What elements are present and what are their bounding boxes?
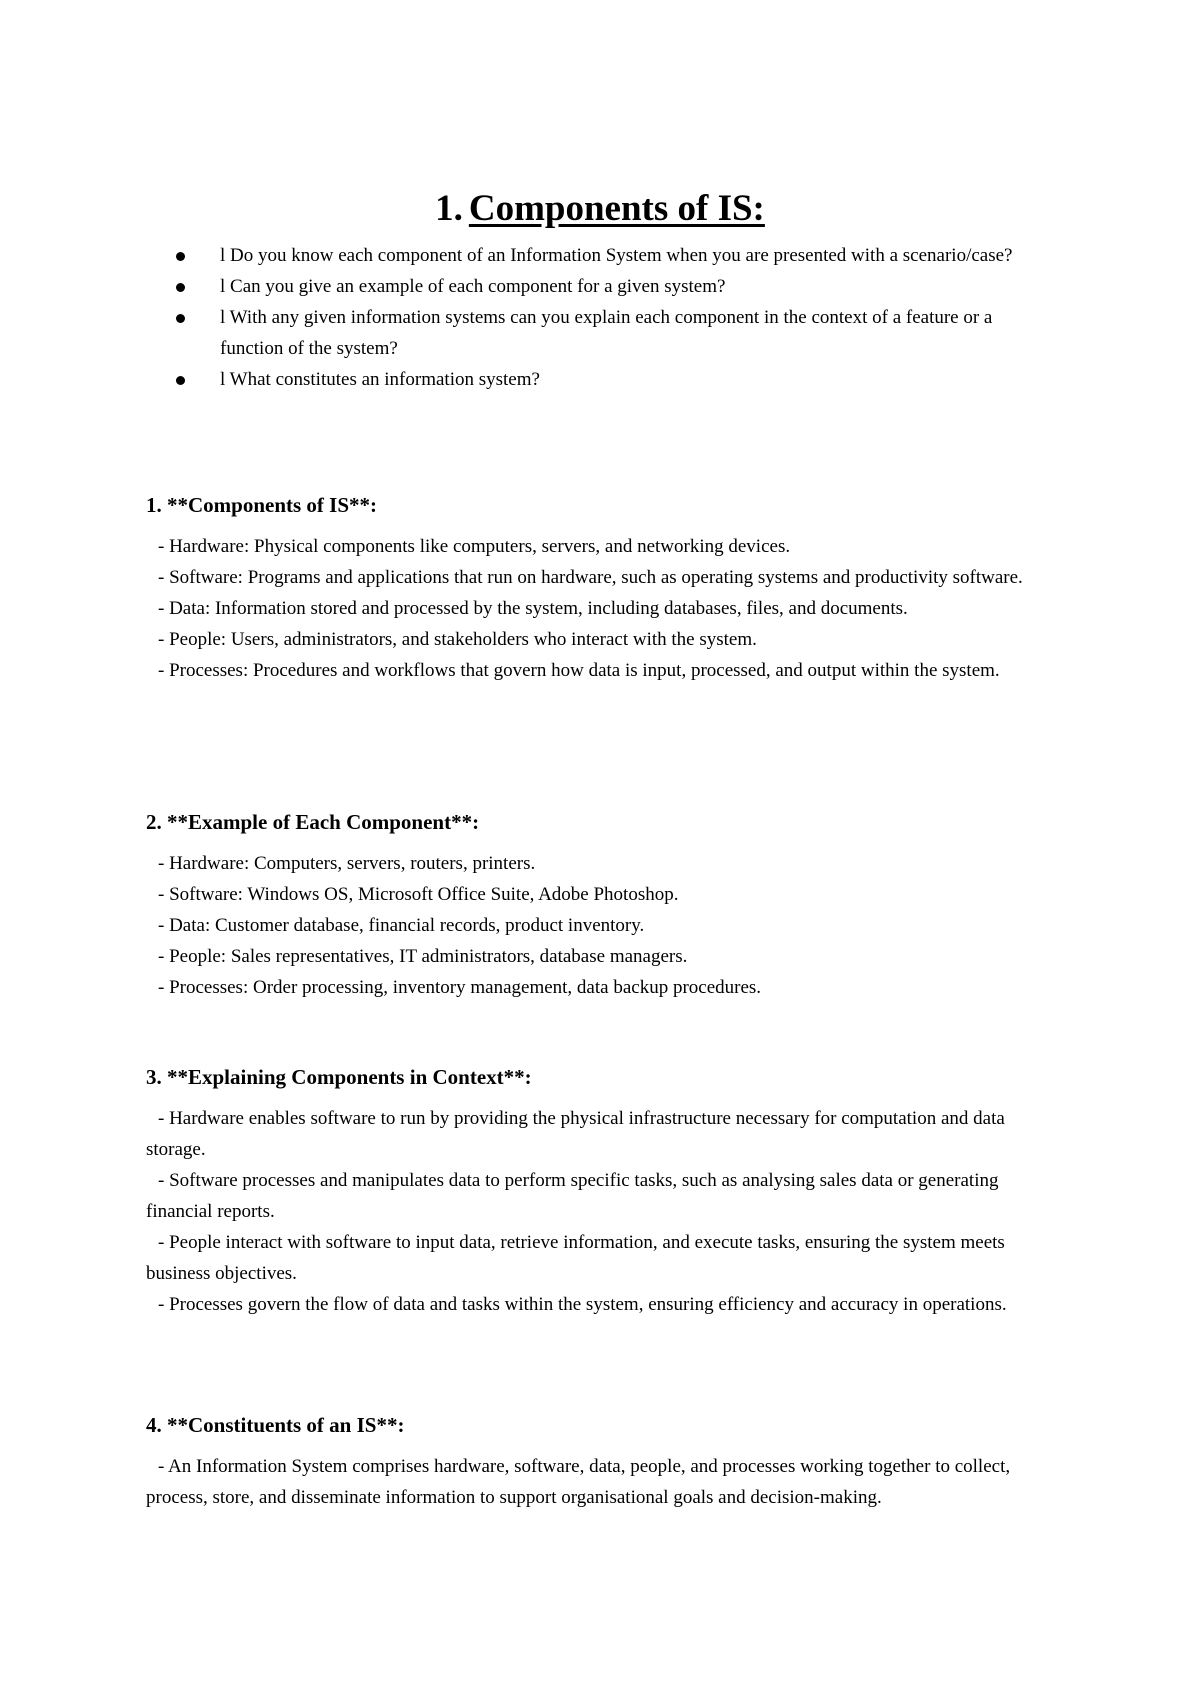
question-item <box>178 364 1058 395</box>
question-text: l Do you know each component of an Information System when you are presented with a scenario/case? <box>220 245 1013 266</box>
section-heading: 2. **Example of Each Component**: <box>146 810 480 834</box>
section-heading: 3. **Explaining Components in Context**: <box>146 1065 532 1089</box>
section-paragraph: - Software processes and manipulates data to perform specific tasks, such as analysing sales data or generating financial reports. <box>146 1170 999 1222</box>
section-examples <box>146 807 1056 1003</box>
section-components <box>146 490 1056 686</box>
title-text: Components of IS: <box>468 188 765 229</box>
section-context <box>146 1062 1056 1320</box>
section-paragraph: - Processes: Order processing, inventory management, data backup procedures. <box>158 977 762 998</box>
bullet-dot-icon <box>176 252 185 261</box>
question-item <box>178 240 1058 271</box>
section-heading: 4. **Constituents of an IS**: <box>146 1413 405 1437</box>
bullet-dot-icon <box>176 283 185 292</box>
section-heading: 1. **Components of IS**: <box>146 493 378 517</box>
page-title <box>0 186 1200 232</box>
question-list <box>178 240 1058 395</box>
bullet-dot-icon <box>176 314 185 323</box>
question-item <box>178 271 1058 302</box>
section-paragraph: - Data: Information stored and processed by the system, including databases, files, and documents. <box>158 598 908 619</box>
section-paragraph: - People interact with software to input data, retrieve information, and execute tasks, ensuring the system meets business objectives. <box>146 1232 1005 1284</box>
section-paragraph: - Processes govern the flow of data and tasks within the system, ensuring efficiency and accuracy in operations. <box>158 1294 1007 1315</box>
section-paragraph: - Processes: Procedures and workflows that govern how data is input, processed, and output within the system. <box>158 660 1000 681</box>
question-text: l With any given information systems can you explain each component in the context of a feature or a function of the system? <box>220 307 993 359</box>
section-paragraph: - Data: Customer database, financial records, product inventory. <box>158 915 645 936</box>
section-paragraph: - Hardware: Computers, servers, routers, printers. <box>158 853 536 874</box>
question-text: l Can you give an example of each component for a given system? <box>220 276 726 297</box>
section-paragraph: - Hardware enables software to run by providing the physical infrastructure necessary for computation and data storage. <box>146 1108 1005 1160</box>
question-item <box>178 302 1058 364</box>
question-text: l What constitutes an information system? <box>220 369 540 390</box>
section-paragraph: - People: Sales representatives, IT administrators, database managers. <box>158 946 688 967</box>
section-constituents <box>146 1410 1056 1513</box>
bullet-dot-icon <box>176 376 185 385</box>
section-paragraph: - Hardware: Physical components like computers, servers, and networking devices. <box>158 536 791 557</box>
section-paragraph: - Software: Programs and applications that run on hardware, such as operating systems and productivity software. <box>158 567 1023 588</box>
section-paragraph: - People: Users, administrators, and stakeholders who interact with the system. <box>158 629 757 650</box>
title-number: 1. <box>435 188 463 229</box>
section-paragraph: - An Information System comprises hardware, software, data, people, and processes working together to collect, process, store, and disseminate information to support organisational goals and decision-making. <box>146 1456 1011 1508</box>
section-paragraph: - Software: Windows OS, Microsoft Office Suite, Adobe Photoshop. <box>158 884 679 905</box>
